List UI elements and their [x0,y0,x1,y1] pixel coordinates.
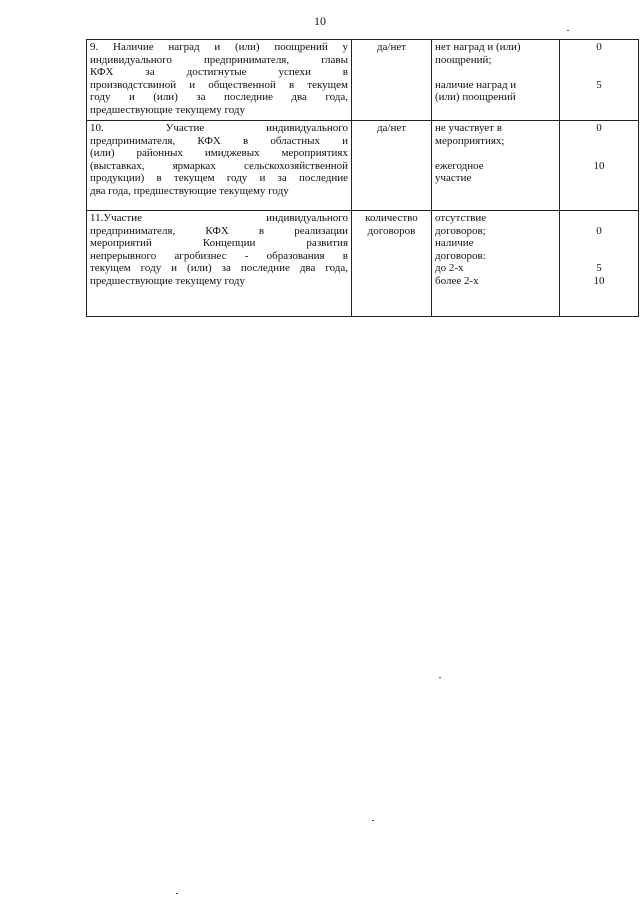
criterion-options [432,40,560,121]
criterion-description [87,211,352,317]
unit-text: да/нет [376,41,407,53]
criteria-table [86,39,639,317]
score-value: 5 [596,78,602,91]
criterion-unit [352,40,432,121]
spacer [563,250,635,263]
text-line: 10. Участие индивидуального [90,122,348,134]
option-line: поощрений; [435,53,492,66]
text-line: производстсвиной и общественной в текущем [90,78,348,91]
unit-text: договоров [367,224,416,237]
table-row [87,40,639,121]
text-line: 9. Наличие наград и (или) поощрений у [90,41,348,53]
criterion-description [87,121,352,211]
text-line: КФХ за достигнутые успехи в [90,66,348,78]
option-line: не участвует в [435,122,502,134]
option-line: (или) поощрений [435,91,516,103]
table-row [87,211,639,317]
spacer [435,147,556,160]
option-line: договоров; [435,224,486,237]
option-line: ежегодное [435,159,484,172]
scan-speck [567,30,569,31]
text-line: мероприятий Концепции развития [90,237,348,249]
criterion-scores [560,40,639,121]
option-line: мероприятиях; [435,134,505,147]
text-line: (выставках, ярмарках сельскохозяйственной [90,159,348,172]
option-line: более 2-х [435,274,479,287]
scan-speck [372,820,374,821]
option-line: наличие наград и [435,78,517,91]
text-line: текущем году и (или) за последние два года, [90,262,348,274]
option-line: нет наград и (или) [435,41,521,53]
option-line: участие [435,172,472,184]
criterion-scores [560,211,639,317]
score-value: 10 [593,159,605,172]
text-line: 11.Участие индивидуального [90,212,348,224]
text-line: непрерывного агробизнес - образования в [90,249,348,262]
text-line: предпринимателя, КФХ в реализации [90,224,348,237]
text-line: (или) районных имиджевых мероприятиях [90,147,348,159]
option-line: наличие [435,237,474,249]
page-number: 10 [314,14,326,28]
criterion-unit [352,121,432,211]
criterion-description [87,40,352,121]
unit-text: количество [365,212,418,224]
score-value: 5 [596,262,602,274]
criterion-scores [560,121,639,211]
option-line: до 2-х [435,262,464,274]
score-value: 10 [593,274,605,287]
option-line: договоров: [435,249,486,262]
spacer [563,212,635,225]
scan-speck [439,677,441,678]
criterion-unit [352,211,432,317]
text-line: предшествующие текущему году [90,103,246,116]
text-line: году и (или) за последние два года, [90,91,348,103]
spacer [563,66,635,79]
option-line: отсутствие [435,212,487,224]
spacer [563,237,635,250]
scan-speck [176,893,178,894]
text-line: предшествующие текущему году [90,274,246,287]
text-line: предпринимателя, КФХ в областных и [90,134,348,147]
spacer [563,135,635,148]
score-value: 0 [596,41,602,53]
text-line: индивидуального предпринимателя, главы [90,53,348,66]
table-row [87,121,639,211]
spacer [563,54,635,67]
spacer [563,147,635,160]
text-line: продукции) в текущем году и за последние [90,172,348,184]
spacer [435,66,556,79]
criterion-options [432,211,560,317]
unit-text: да/нет [376,122,407,134]
criterion-options [432,121,560,211]
score-value: 0 [596,224,602,237]
text-line: два года, предшествующие текущему году [90,184,289,197]
score-value: 0 [596,122,602,134]
